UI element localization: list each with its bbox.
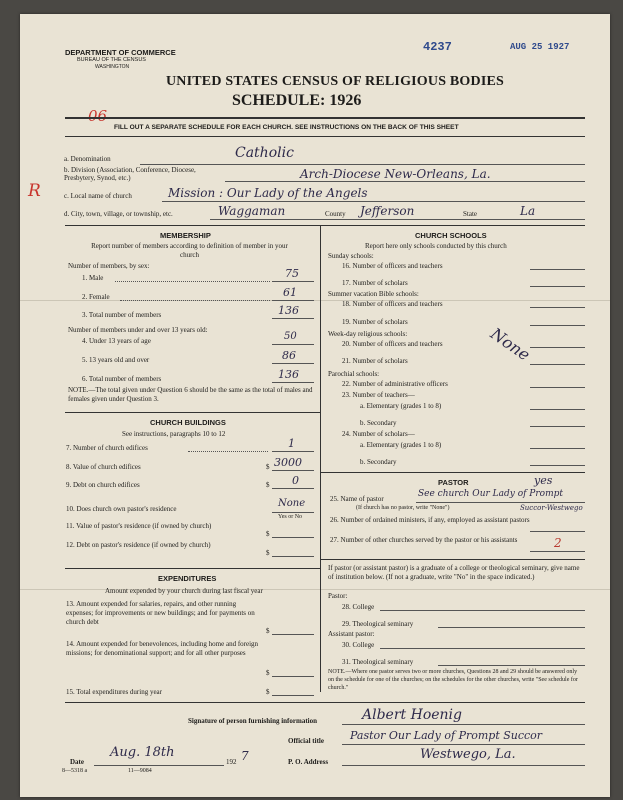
expenditures-note: Amount expended by your church during last fiscal year [105,587,263,595]
census-schedule-sheet [20,14,610,797]
q13-dollar: $ [266,627,270,635]
q29-label: 29. Theological seminary [342,620,414,628]
pastor-yes-mark: yes [534,474,553,487]
buildings-note: See instructions, paragraphs 10 to 12 [122,430,226,438]
q22-label: 22. Number of administrative officers [342,380,448,388]
q13-label: 13. Amount expended for salaries, repairs, and other running expenses; for improvements or new buildings; and for payments on church debt [66,600,255,626]
q2-label: 2. Female [82,293,110,301]
department-label: DEPARTMENT OF COMMERCE [65,48,176,57]
division-label: b. Division (Association, Conference, Diocese, Presbytery, Synod, etc.) [64,166,196,182]
q26-label: 26. Number of ordained ministers, if any, employed as assistant pastors [330,516,530,524]
q6-value: 136 [278,368,299,381]
q24-label: 24. Number of scholars— [342,430,415,438]
q3-label: 3. Total number of members [82,311,162,319]
form-subtitle: SCHEDULE: 1926 [232,92,362,109]
pastor-heading: PASTOR [438,478,469,487]
city-label-field: d. City, town, village, or township, etc. [64,210,173,218]
summer-label: Summer vacation Bible schools: [328,290,419,298]
date-value: Aug. 18th [110,745,175,760]
q15-label: 15. Total expenditures during year [66,688,162,696]
stamp-date: AUG 25 1927 [510,42,570,52]
q28-label: 28. College [342,603,375,611]
form-title: UNITED STATES CENSUS OF RELIGIOUS BODIES [166,74,505,89]
q8-dollar: $ [266,463,270,471]
denomination-value: Catholic [235,145,294,161]
city-label: WASHINGTON [95,64,130,70]
age-label: Number of members under and over 13 years old: [68,326,208,334]
date-label: Date [70,758,84,766]
q6-label: 6. Total number of members [82,375,162,383]
q25-sub: (If church has no pastor, write "None") [356,505,450,511]
q14-label: 14. Amount expended for benevolences, including home and foreign missions; for denominational support; and for all other purposes [66,640,259,657]
q9-value: 0 [292,474,299,487]
q8-label: 8. Value of church edifices [66,463,141,471]
q17-label: 17. Number of scholars [342,279,408,287]
expenditures-heading: EXPENDITURES [158,574,217,583]
q10-value: None [278,498,306,509]
q24a-label: a. Elementary (grades 1 to 8) [360,441,442,449]
q27-label: 27. Number of other churches served by the pastor or his assistants [330,536,518,544]
q19-label: 19. Number of scholars [342,318,408,326]
pastor-footnote: NOTE.—Where one pastor serves two or more churches, Questions 28 and 29 should be answered only on the schedule for one of the churches; on the schedules for the other churches, write "See schedule for church." [328,669,578,691]
official-title-label: Official title [288,737,324,745]
instruction-line: FILL OUT A SEPARATE SCHEDULE FOR EACH CHURCH. SEE INSTRUCTIONS ON THE BACK OF THIS SHEET [114,124,459,131]
church-name-value: Mission : Our Lady of the Angels [168,186,368,200]
q1-value: 75 [285,267,299,280]
q1-label: 1. Male [82,274,104,282]
q9-label: 9. Debt on church edifices [66,481,140,489]
bureau-label: BUREAU OF THE CENSUS [77,57,146,63]
q31-label: 31. Theological seminary [342,658,414,666]
q30-label: 30. College [342,641,375,649]
q7-value: 1 [288,437,295,450]
q4-label: 4. Under 13 years of age [82,337,151,345]
po-address-label: P. O. Address [288,758,329,766]
q27-value: 2 [554,536,562,550]
year-prefix: 192 [226,758,237,766]
stamp-number: 4237 [423,40,452,54]
membership-note: Report number of members according to definition of member in your church [91,242,288,259]
year-value: 7 [241,749,249,763]
q25-value: See church Our Lady of Prompt [418,489,563,499]
q12-dollar: $ [266,549,270,557]
weekday-label: Week-day religious schools: [328,330,408,338]
q23-label: 23. Number of teachers— [342,391,415,399]
q25-side-note: Succor-Westwego [520,504,583,512]
state-value: La [520,204,536,218]
q15-dollar: $ [266,688,270,696]
city-value: Waggaman [218,204,286,218]
signature-label: Signature of person furnishing information [188,717,317,725]
po-address-value: Westwego, La. [420,747,516,762]
q7-label: 7. Number of church edifices [66,444,148,452]
q12-label: 12. Debt on pastor's residence (if owned by church) [66,541,211,549]
q3-value: 136 [278,304,299,317]
official-title-value: Pastor Our Lady of Prompt Succor [350,729,543,742]
sunday-label: Sunday schools: [328,252,374,260]
state-label: State [463,210,477,218]
q5-label: 5. 13 years old and over [82,356,150,364]
yes-no-hint: Yes or No [278,514,303,520]
q2-value: 61 [283,286,297,299]
college-note: If pastor (or assistant pastor) is a graduate of a college or theological seminary, give name of institution below. (If not a graduate, write "No" in the space indicated.) [328,564,580,581]
pastor-label: Pastor: [328,592,348,600]
membership-heading: MEMBERSHIP [160,231,211,240]
q8-value: 3000 [274,456,302,469]
q18-label: 18. Number of officers and teachers [342,300,443,308]
q10-label: 10. Does church own pastor's residence [66,505,177,513]
by-sex-label: Number of members, by sex: [68,262,150,270]
print-number: 11—9084 [128,768,152,774]
q9-dollar: $ [266,481,270,489]
membership-footnote: NOTE.—The total given under Question 6 should be the same as the total of males and females given under Question 3. [68,386,313,403]
q11-label: 11. Value of pastor's residence (if owned by church) [66,522,212,530]
q23b-label: b. Secondary [360,419,397,427]
q23a-label: a. Elementary (grades 1 to 8) [360,402,442,410]
q21-label: 21. Number of scholars [342,357,408,365]
buildings-heading: CHURCH BUILDINGS [150,418,226,427]
church-name-label: c. Local name of church [64,192,132,200]
form-number: 8—5318 a [62,768,88,774]
signature-value: Albert Hoenig [362,707,462,723]
county-label: County [325,210,346,218]
county-value: Jefferson [360,204,415,218]
schools-none-mark: None [487,324,534,365]
q24b-label: b. Secondary [360,458,397,466]
q16-label: 16. Number of officers and teachers [342,262,443,270]
q4-value: 50 [284,331,297,342]
assistant-label: Assistant pastor: [328,630,375,638]
q14-dollar: $ [266,669,270,677]
q25-label: 25. Name of pastor [330,495,384,503]
denomination-label: a. Denomination [64,155,111,163]
schools-heading: CHURCH SCHOOLS [415,231,487,240]
parochial-label: Parochial schools: [328,370,380,378]
q20-label: 20. Number of officers and teachers [342,340,443,348]
schools-note: Report here only schools conducted by this church [365,242,507,250]
margin-r-mark: R [28,181,41,201]
margin-mark: 06 [88,107,108,125]
q5-value: 86 [282,349,296,362]
division-value: Arch-Diocese New-Orleans, La. [300,167,491,181]
q11-dollar: $ [266,530,270,538]
